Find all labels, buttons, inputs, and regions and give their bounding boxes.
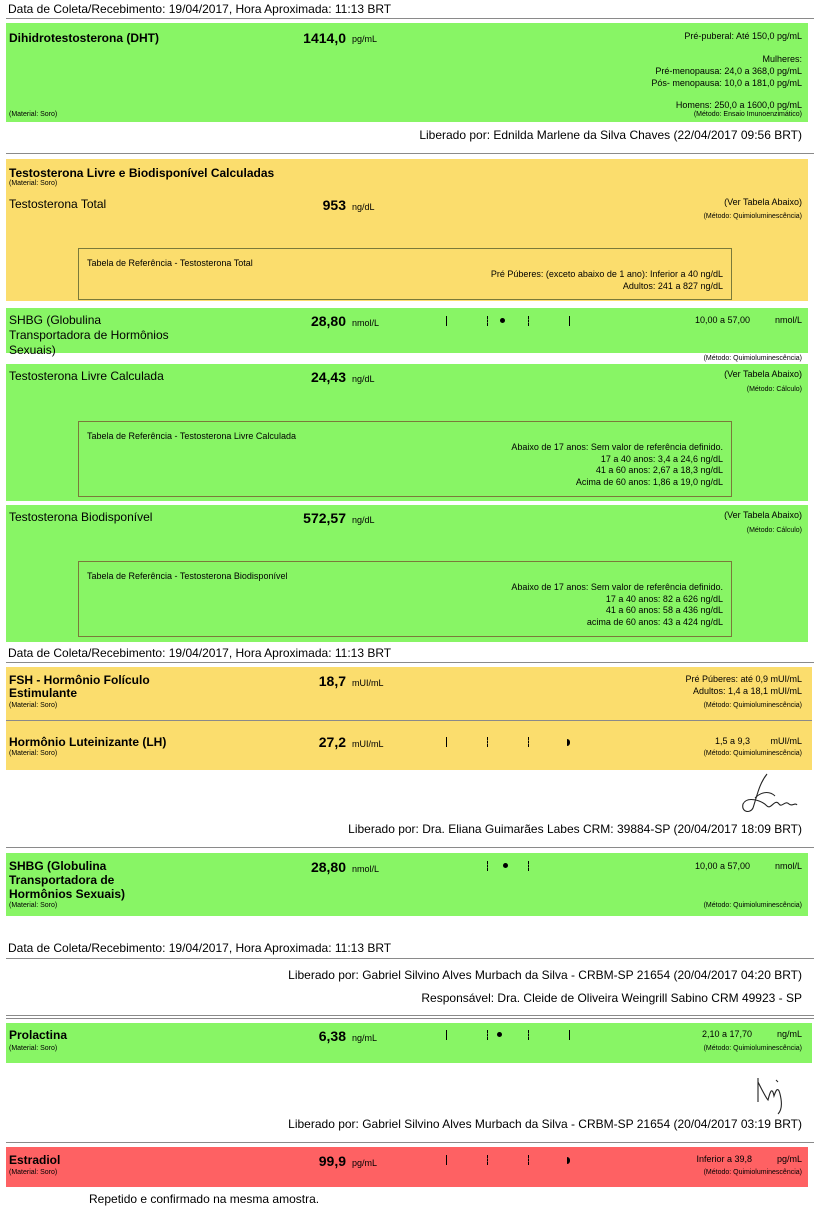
- responsible: Responsável: Dra. Cleide de Oliveira Weingrill Sabino CRM 49923 - SP: [421, 991, 802, 1005]
- divider: [6, 720, 812, 721]
- reference-unit: ng/mL: [776, 1029, 802, 1039]
- divider: [6, 1142, 814, 1143]
- result-free-testosterone: [6, 364, 808, 501]
- test-name: [9, 674, 150, 700]
- divider: [6, 1015, 814, 1016]
- signature: [735, 770, 801, 816]
- method-label: (Método: Quimioluminescência): [703, 750, 802, 757]
- reference-table-title: Tabela de Referência - Testosterona Biodisponível: [87, 571, 288, 581]
- test-unit: ng/mL: [352, 1033, 378, 1043]
- released-by: Liberado por: Gabriel Silvino Alves Murbach da Silva - CRBM-SP 21654 (20/04/2017 03:19 BRT): [288, 1117, 802, 1131]
- test-value: 953: [322, 197, 346, 213]
- test-name-line: Sexuais): [9, 343, 56, 357]
- reference-table-line: 17 a 40 anos: 3,4 a 24,6 ng/dL: [600, 454, 723, 464]
- test-name-line: FSH - Hormônio Folículo: [9, 673, 150, 687]
- note: Repetido e confirmado na mesma amostra.: [89, 1192, 320, 1206]
- test-unit: ng/dL: [352, 515, 375, 525]
- reference-table-line: Abaixo de 17 anos: Sem valor de referência definido.: [511, 582, 723, 592]
- method-label: (Método: Cálculo): [746, 386, 802, 393]
- reference-range: Pré-menopausa: 24,0 a 368,0 pg/mL: [655, 66, 802, 76]
- method-label: (Método: Ensaio Imunoenzimático): [693, 111, 802, 118]
- signature: [752, 1072, 792, 1116]
- test-unit: ng/dL: [352, 202, 375, 212]
- test-name-line: Hormônios Sexuais): [9, 887, 126, 901]
- test-unit: mUI/mL: [352, 678, 384, 688]
- divider: [6, 1018, 814, 1019]
- test-unit: mUI/mL: [352, 739, 384, 749]
- divider: [6, 18, 814, 19]
- test-name: Estradiol: [9, 1153, 61, 1167]
- test-value: 24,43: [310, 369, 346, 385]
- released-by: Liberado por: Gabriel Silvino Alves Murbach da Silva - CRBM-SP 21654 (20/04/2017 04:20 BRT): [288, 968, 802, 982]
- test-value: 99,9: [318, 1153, 346, 1169]
- divider: [6, 662, 814, 663]
- released-by: Liberado por: Ednilda Marlene da Silva Chaves (22/04/2017 09:56 BRT): [419, 128, 802, 142]
- method-label: (Método: Quimioluminescência): [703, 902, 802, 909]
- method-label: (Método: Quimioluminescência): [703, 1045, 802, 1052]
- test-name-line: Estimulante: [9, 686, 78, 700]
- reference-range: 2,10 a 17,70: [701, 1029, 752, 1039]
- reference-table-line: 17 a 40 anos: 82 a 626 ng/dL: [605, 594, 723, 604]
- test-value: 28,80: [310, 859, 346, 875]
- result-dht: [6, 23, 808, 122]
- test-name: Testosterona Biodisponível: [9, 510, 153, 524]
- test-value: 6,38: [318, 1028, 346, 1044]
- reference-table-title: Tabela de Referência - Testosterona Total: [87, 258, 253, 268]
- test-name-line: Transportadora de: [9, 873, 115, 887]
- test-name: Hormônio Luteinizante (LH): [9, 735, 167, 749]
- test-name: Prolactina: [9, 1028, 68, 1042]
- material-label: (Material: Soro): [9, 750, 58, 757]
- divider: [6, 153, 814, 154]
- reference-table-line: acima de 60 anos: 43 a 424 ng/dL: [586, 617, 723, 627]
- reference-unit: nmol/L: [774, 315, 802, 325]
- test-name: Testosterona Livre Calculada: [9, 369, 164, 383]
- method-label: (Método: Quimioluminescência): [703, 213, 802, 220]
- material-label: (Material: Soro): [9, 111, 58, 118]
- reference-range: Mulheres:: [762, 54, 802, 64]
- result-fsh-lh: [6, 667, 812, 770]
- result-testosterone-total: [6, 159, 808, 301]
- test-name: [9, 313, 169, 358]
- reference-range: Homens: 250,0 a 1600,0 pg/mL: [675, 100, 802, 110]
- test-unit: nmol/L: [352, 864, 380, 874]
- result-shbg-calc: [6, 308, 808, 357]
- released-by: Liberado por: Dra. Eliana Guimarães Labes CRM: 39884-SP (20/04/2017 18:09 BRT): [348, 822, 802, 836]
- reference-unit: nmol/L: [774, 861, 802, 871]
- reference-table-line: Abaixo de 17 anos: Sem valor de referência definido.: [511, 442, 723, 452]
- method-label: (Método: Quimioluminescência): [703, 702, 802, 709]
- collection-date: Data de Coleta/Recebimento: 19/04/2017, Hora Aproximada: 11:13 BRT: [8, 941, 392, 955]
- reference-range: Inferior a 39,8: [696, 1154, 752, 1164]
- test-name-line: SHBG (Globulina: [9, 859, 107, 873]
- method-label: (Método: Quimioluminescência): [703, 355, 802, 362]
- test-name-line: SHBG (Globulina: [9, 313, 102, 327]
- test-name: [9, 859, 125, 901]
- material-label: (Material: Soro): [9, 902, 58, 909]
- panel-title: Testosterona Livre e Biodisponível Calculadas: [9, 166, 275, 180]
- reference-range: 10,00 a 57,00: [694, 861, 750, 871]
- result-shbg: [6, 853, 808, 916]
- test-unit: pg/mL: [352, 34, 378, 44]
- reference-table: [78, 421, 732, 497]
- test-unit: nmol/L: [352, 318, 380, 328]
- test-value: 572,57: [303, 510, 346, 526]
- collection-date: Data de Coleta/Recebimento: 19/04/2017, Hora Aproximada: 11:13 BRT: [8, 646, 392, 660]
- test-unit: ng/dL: [352, 374, 375, 384]
- reference-range: (Ver Tabela Abaixo): [724, 510, 802, 520]
- reference-table-title: Tabela de Referência - Testosterona Livre Calculada: [87, 431, 296, 441]
- reference-range: Pré Púberes: até 0,9 mUI/mL: [685, 674, 802, 684]
- result-prolactin: [6, 1023, 812, 1063]
- reference-table-line: 41 a 60 anos: 58 a 436 ng/dL: [605, 605, 723, 615]
- test-value: 28,80: [310, 313, 346, 329]
- reference-range: 10,00 a 57,00: [694, 315, 750, 325]
- reference-range: Adultos: 1,4 a 18,1 mUI/mL: [692, 686, 802, 696]
- reference-table-line: Pré Púberes: (exceto abaixo de 1 ano): Inferior a 40 ng/dL: [490, 269, 723, 279]
- material-label: (Material: Soro): [9, 180, 58, 187]
- material-label: (Material: Soro): [9, 1169, 58, 1176]
- test-name-line: Transportadora de Hormônios: [9, 328, 169, 342]
- reference-table-line: 41 a 60 anos: 2,67 a 18,3 ng/dL: [595, 465, 723, 475]
- result-bioavailable-testosterone: [6, 505, 808, 642]
- material-label: (Material: Soro): [9, 702, 58, 709]
- test-value: 27,2: [318, 734, 346, 750]
- method-label: (Método: Cálculo): [746, 527, 802, 534]
- divider: [6, 958, 814, 959]
- reference-unit: mUI/mL: [770, 736, 802, 746]
- test-name: Testosterona Total: [9, 197, 107, 211]
- reference-range: (Ver Tabela Abaixo): [724, 369, 802, 379]
- reference-range: (Ver Tabela Abaixo): [724, 197, 802, 207]
- test-value: 1414,0: [303, 30, 346, 46]
- reference-table: [78, 561, 732, 637]
- reference-table-line: Adultos: 241 a 827 ng/dL: [622, 281, 723, 291]
- divider: [6, 847, 814, 848]
- reference-range: Pré-puberal: Até 150,0 pg/mL: [684, 31, 802, 41]
- result-estradiol: [6, 1147, 808, 1187]
- test-value: 18,7: [318, 673, 346, 689]
- reference-table: [78, 248, 732, 300]
- reference-table-line: Acima de 60 anos: 1,86 a 19,0 ng/dL: [575, 477, 723, 487]
- reference-range: 1,5 a 9,3: [714, 736, 750, 746]
- test-name: Dihidrotestosterona (DHT): [9, 31, 159, 45]
- reference-range: Pós- menopausa: 10,0 a 181,0 pg/mL: [651, 78, 802, 88]
- collection-date: Data de Coleta/Recebimento: 19/04/2017, Hora Aproximada: 11:13 BRT: [8, 2, 392, 16]
- test-unit: pg/mL: [352, 1158, 378, 1168]
- method-label: (Método: Quimioluminescência): [703, 1169, 802, 1176]
- material-label: (Material: Soro): [9, 1045, 58, 1052]
- reference-unit: pg/mL: [776, 1154, 802, 1164]
